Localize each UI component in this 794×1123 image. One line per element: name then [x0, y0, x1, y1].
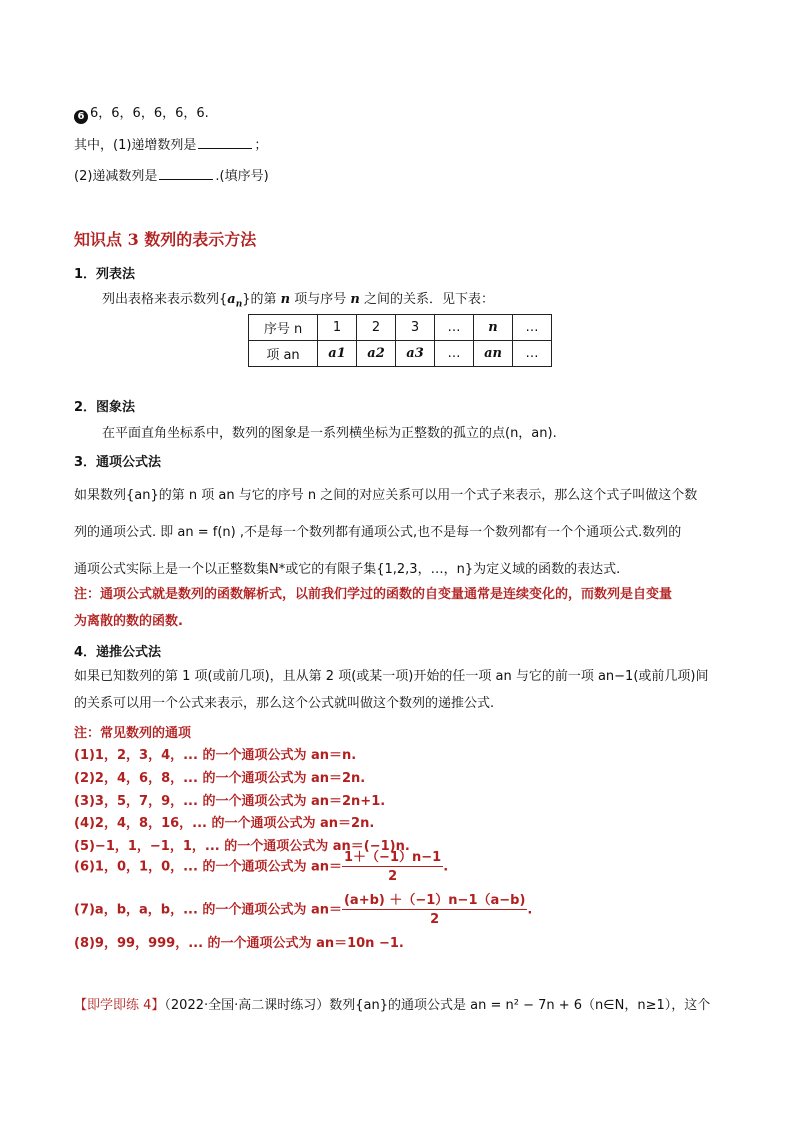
s1-desc-a: 列出表格来表示数列{: [102, 292, 228, 307]
table-cell: a1: [318, 341, 357, 367]
table-cell: 1: [318, 315, 357, 341]
answer-blank-1[interactable]: [198, 136, 252, 149]
s1-desc: [102, 292, 494, 310]
s1-desc-c: 项与序号: [290, 292, 351, 307]
question-2-text: (2)递减数列是: [74, 169, 158, 184]
s4-para-line1: 如果已知数列的第 1 项(或前几项)，且从第 2 项(或某一项)开始的任一项 an 与它的前一项 an−1(或前几项)间: [74, 669, 709, 684]
table-row: [249, 341, 552, 367]
note-item-3: (3)3，5，7，9，... 的一个通项公式为 an＝2n+1.: [74, 794, 386, 809]
question-2-suffix: .(填序号): [215, 169, 269, 184]
table-cell: a3: [396, 341, 435, 367]
fraction-7-numerator: (a+b) ＋（−1）n−1（a−b): [343, 893, 526, 908]
s1-sym: a: [227, 292, 236, 307]
practice-text: （2022·全国·高二课时练习）数列{an}的通项公式是 an = n² − 7n + 6（n∈N，n≥1），这个: [164, 998, 711, 1013]
table-cell: 序号 n: [249, 315, 318, 341]
note-item-4: (4)2，4，8，16，... 的一个通项公式为 an＝2n.: [74, 816, 375, 831]
s1-n2: n: [350, 292, 360, 307]
fraction-7-denominator: 2: [430, 911, 440, 927]
notes-title: 注：常见数列的通项: [74, 726, 192, 741]
s4-para-line2: 的关系可以用一个公式来表示，那么这个公式就叫做这个数列的递推公式.: [74, 696, 495, 711]
fraction-6: [342, 850, 443, 884]
s3-para-line3: 通项公式实际上是一个以正整数集N*或它的有限子集{1,2,3，…，n}为定义域的函数的表达式.: [74, 562, 621, 577]
note-item-7: (7)a，b，a，b，... 的一个通项公式为 an＝ $\frac{(a+b) +(-1)n-1(a-b)}{2}$ .: [74, 893, 533, 927]
table-cell: a2: [357, 341, 396, 367]
s1-sub: n: [235, 299, 243, 310]
s1-n1: n: [280, 292, 291, 307]
s3-title: 3．通项公式法: [74, 455, 162, 470]
s3-para-line1: 如果数列{an}的第 n 项 an 与它的序号 n 之间的对应关系可以用一个式子来表示，那么这个式子叫做这个数: [74, 488, 698, 503]
s1-desc-b: }的第: [242, 292, 281, 307]
fraction-6-numerator: 1＋（−1）n−1: [344, 850, 442, 865]
s3-note-line2: 为离散的数的函数.: [74, 614, 183, 629]
item-6-line: [74, 106, 209, 124]
note-item-2: (2)2，4，6，8，... 的一个通项公式为 an＝2n.: [74, 771, 366, 786]
s1-title: 1．列表法: [74, 267, 136, 282]
practice-line: [74, 998, 710, 1014]
question-1: [74, 136, 267, 154]
fraction-6-denominator: 2: [388, 868, 398, 884]
note-item-6: (6)1，0，1，0，... 的一个通项公式为 an＝ $\frac{1+(-1)n-1}{2}$ .: [74, 850, 449, 884]
s2-title: 2．图象法: [74, 400, 136, 415]
question-2: [74, 167, 269, 185]
s1-desc-d: 之间的关系．见下表：: [359, 292, 494, 307]
s4-title: 4．递推公式法: [74, 645, 162, 660]
item-6-text: 6，6，6，6，6，6.: [90, 106, 209, 121]
s3-para-line2: 列的通项公式. 即 an = f(n) ,不是每一个数列都有通项公式,也不是每一个数列都有一个个通项公式.数列的: [74, 525, 682, 540]
table-cell: 项 an: [249, 341, 318, 367]
table-cell: an: [474, 341, 513, 367]
table-cell: n: [474, 315, 513, 341]
table-cell: …: [513, 341, 552, 367]
s3-note-line1: 注：通项公式就是数列的函数解析式，以前我们学过的函数的自变量通常是连续变化的，而数列是自变量: [74, 587, 673, 602]
note-item-5: (5)−1，1，−1，1，... 的一个通项公式为 an＝(−1)n.: [74, 839, 410, 854]
table-cell: …: [435, 341, 474, 367]
answer-blank-2[interactable]: [159, 167, 213, 180]
table-row: [249, 315, 552, 341]
section-heading: 知识点 3 数列的表示方法: [74, 230, 257, 249]
note-item-8: (8)9，99，999，... 的一个通项公式为 an＝10n −1.: [74, 936, 404, 951]
note-item-7-prefix: (7)a，b，a，b，... 的一个通项公式为 an＝: [74, 902, 342, 918]
circled-number: 6: [74, 110, 88, 124]
note-item-6-prefix: (6)1，0，1，0，... 的一个通项公式为 an＝: [74, 859, 343, 875]
table-cell: …: [435, 315, 474, 341]
question-1-suffix: ；: [254, 138, 268, 153]
note-item-1: (1)1，2，3，4，... 的一个通项公式为 an＝n.: [74, 748, 357, 763]
question-1-text: 其中，(1)递增数列是: [74, 138, 197, 153]
practice-tag: 【即学即练 4】: [74, 998, 165, 1013]
s2-desc: 在平面直角坐标系中，数列的图象是一系列横坐标为正整数的孤立的点(n，an).: [102, 426, 557, 441]
table-cell: 2: [357, 315, 396, 341]
sequence-table: [248, 314, 552, 367]
table-cell: 3: [396, 315, 435, 341]
fraction-7: [342, 893, 527, 927]
table-cell: …: [513, 315, 552, 341]
